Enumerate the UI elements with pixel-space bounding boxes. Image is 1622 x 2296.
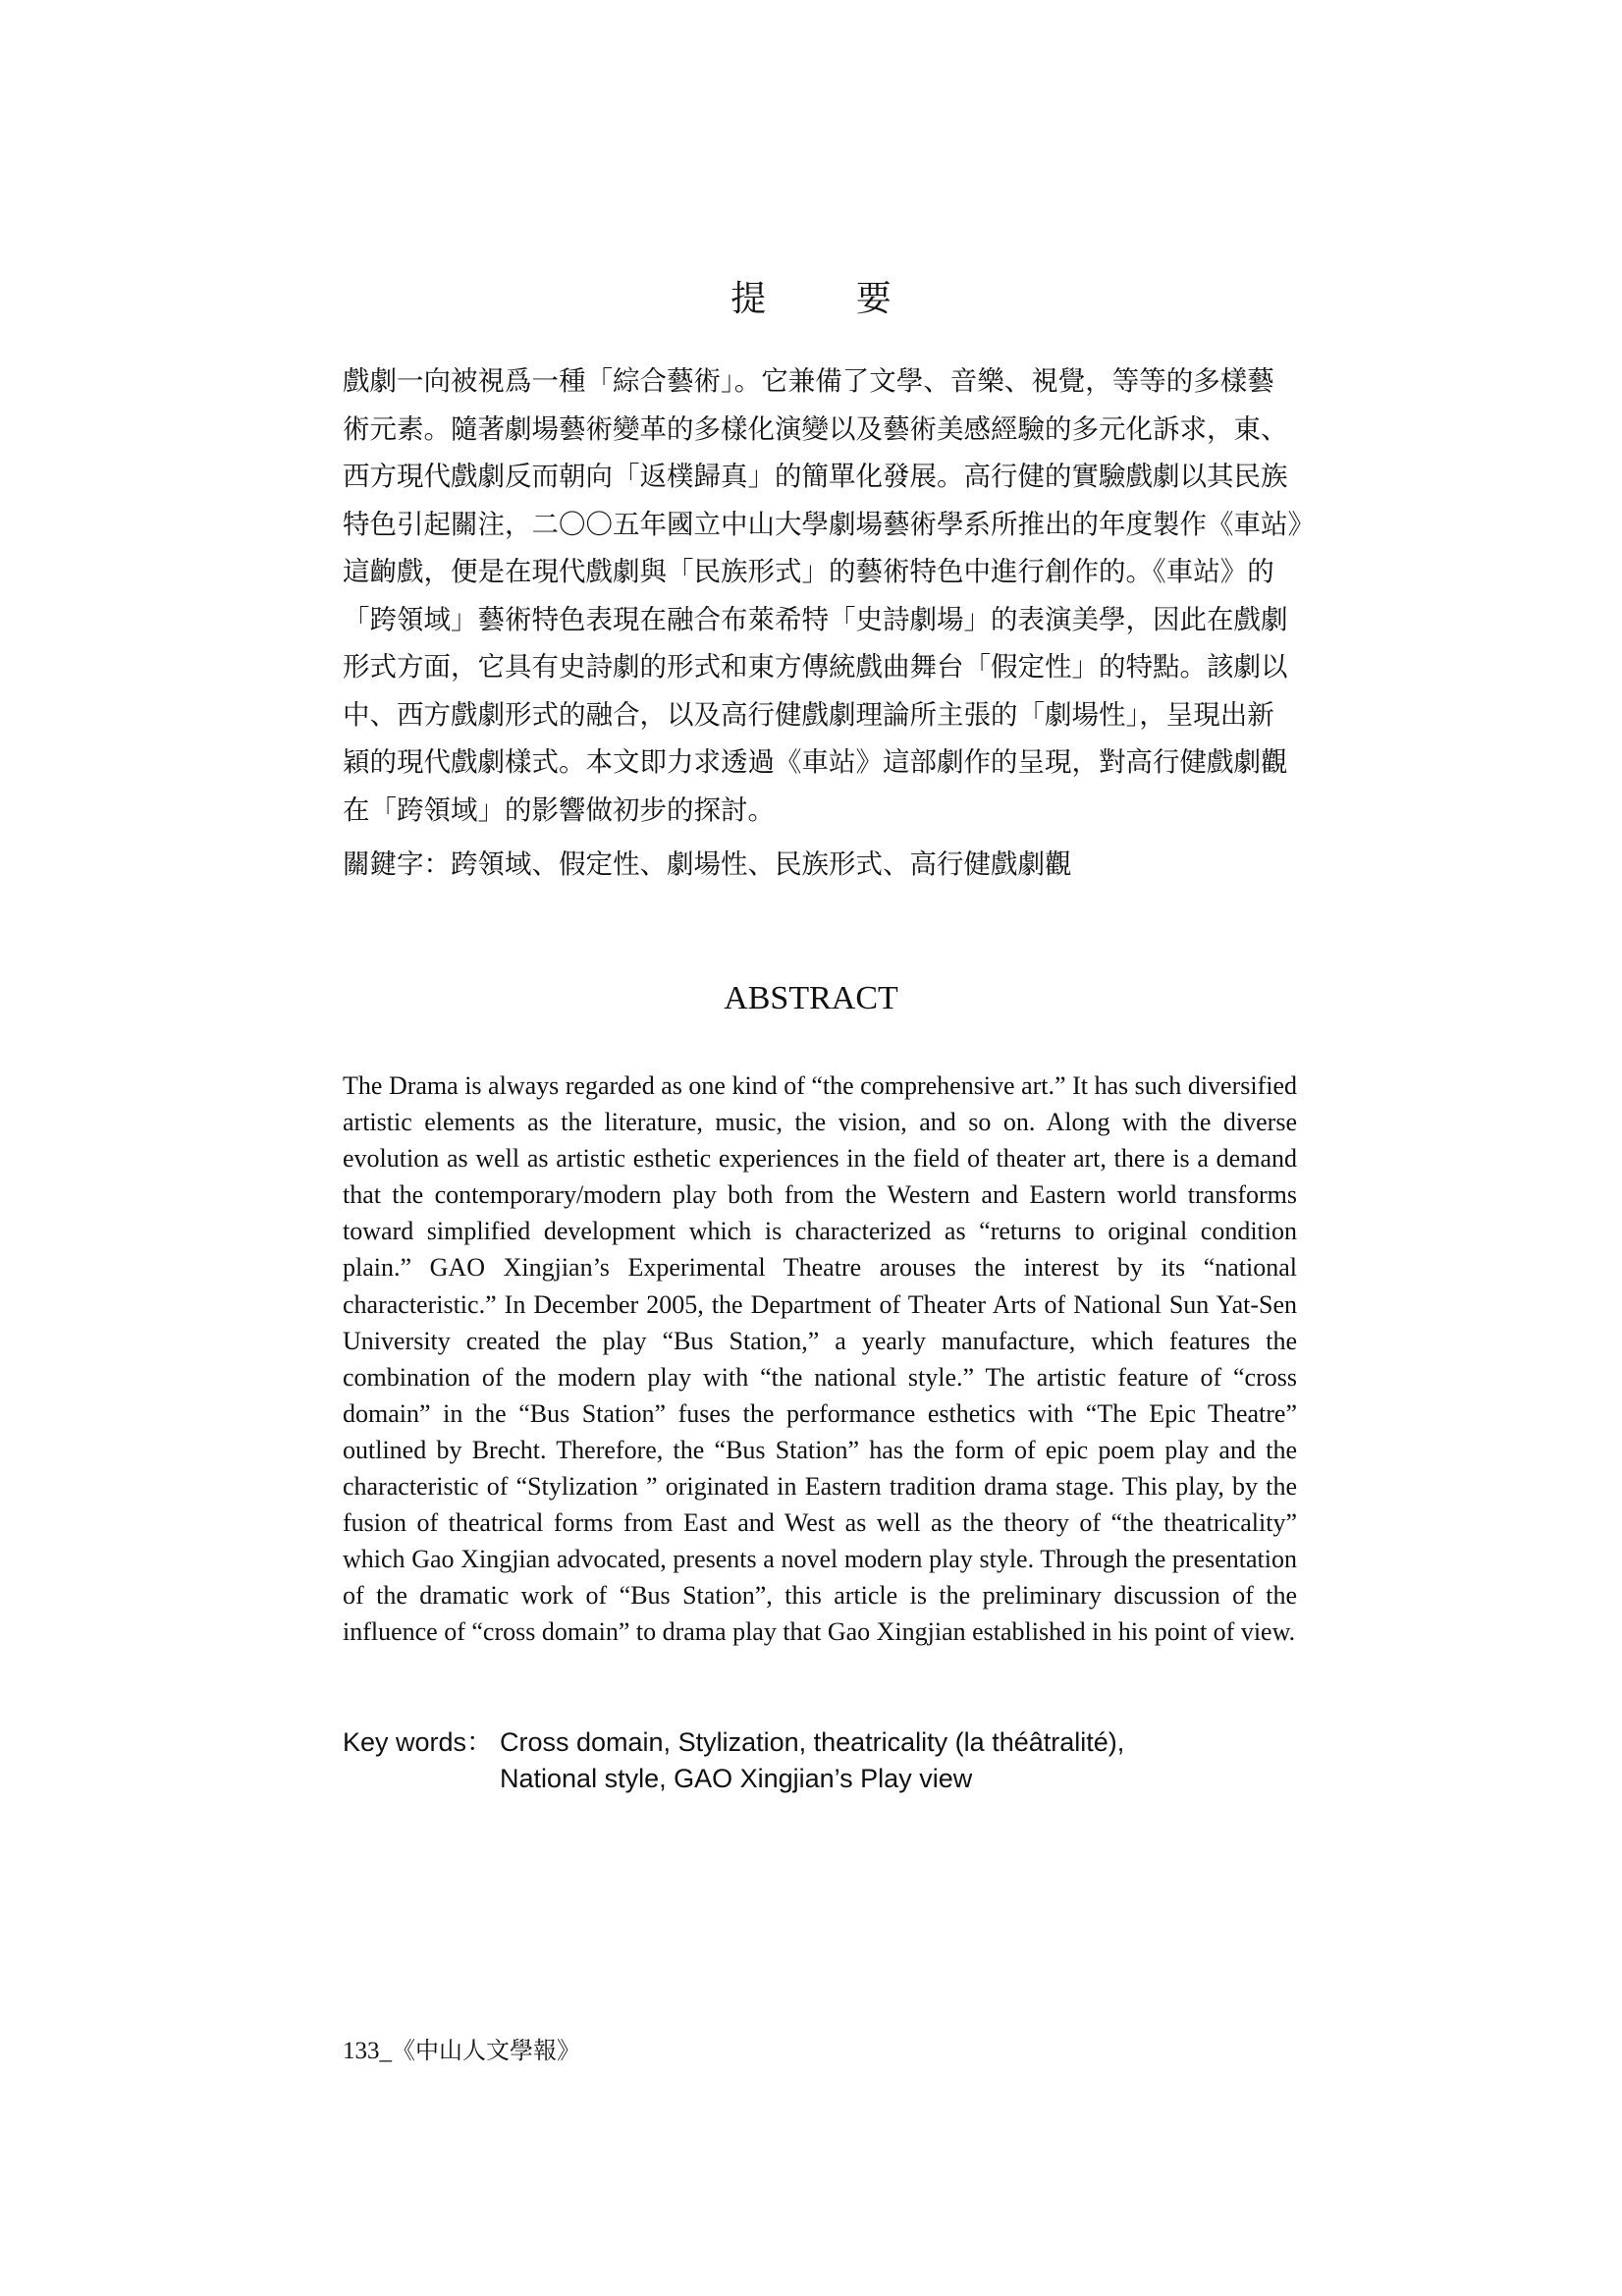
chinese-abstract-title: 提 要 [730,279,931,319]
page-footer [343,2031,580,2065]
chinese-abstract-line: 在「跨領域」的影響做初步的探討。 [343,793,775,826]
chinese-abstract-line: 這齣戲，便是在現代戲劇與「民族形式」的藝術特色中進行創作的。《車站》的 [343,556,1274,587]
chinese-abstract-line: 特色引起關注，二〇〇五年國立中山大學劇場藝術學系所推出的年度製作《車站》 [343,508,1315,540]
chinese-abstract-line: 穎的現代戲劇樣式。本文即力求透過《車站》這部劇作的呈現，對高行健戲劇觀 [343,746,1288,778]
chinese-abstract-line: 中、西方戲劇形式的融合，以及高行健戲劇理論所主張的「劇場性」，呈現出新 [343,698,1274,731]
journal-name: 《中山人文學報》 [392,2037,580,2064]
chinese-abstract-body [343,357,1315,834]
chinese-abstract-line: 戲劇一向被視爲一種「綜合藝術」。它兼備了文學、音樂、視覺，等等的多樣藝 [343,365,1274,397]
english-abstract-title: ABSTRACT [724,980,898,1016]
chinese-abstract-line: 形式方面，它具有史詩劇的形式和東方傳統戲曲舞台「假定性」的特點。該劇以 [343,651,1288,683]
chinese-keywords: 關鍵字：跨領域、假定性、劇場性、民族形式、高行健戲劇觀 [343,848,1072,880]
chinese-abstract-line: 西方現代戲劇反而朝向「返樸歸真」的簡單化發展。高行健的實驗戲劇以其民族 [343,461,1288,492]
english-abstract-body: The Drama is always regarded as one kind of “the comprehensive art.” It has such diversified artistic elements as the literature, music, the vision, and so on. Along with the diverse evolution as well as artistic esthetic experiences in the field of theater art, there is a demand that the contemporary/modern play both from the Western and Eastern world transforms toward simplified development which is characterized as “returns to original condition plain.” GAO Xingjian’s Experimental Theatre arouses the interest by its “national characteristic.” In December 2005, the Department of Theater Arts of National Sun Yat-Sen University created the play “Bus Station,” a yearly manufacture, which features the combination of the modern play with “the national style.” The artistic feature of “cross domain” in the “Bus Station” fuses the performance esthetics with “The Epic Theatre” outlined by Brecht. Therefore, the “Bus Station” has the form of epic poem play and the characteristic of “Stylization ” originated in Eastern tradition drama stage. This play, by the fusion of theatrical forms from East and West as well as the theory of “the theatricality” which Gao Xingjian advocated, presents a novel modern play style. Through the presentation of the dramatic work of “Bus Station”, this article is the preliminary discussion of the influence of “cross domain” to drama play that Gao Xingjian established in his point of view. [343,1071,1297,1647]
chinese-abstract-line: 「跨領域」藝術特色表現在融合布萊希特「史詩劇場」的表演美學，因此在戲劇 [343,603,1288,635]
chinese-abstract-line: 術元素。隨著劇場藝術變革的多樣化演變以及藝術美感經驗的多元化訴求，東、 [343,412,1288,445]
english-keywords-label: Key words： [343,1727,494,1757]
page-number: 133_ [343,2038,392,2064]
english-keywords-list: Cross domain, Stylization, theatricality (la théâtralité), National style, GAO Xingjian’s Play view [500,1727,1125,1793]
